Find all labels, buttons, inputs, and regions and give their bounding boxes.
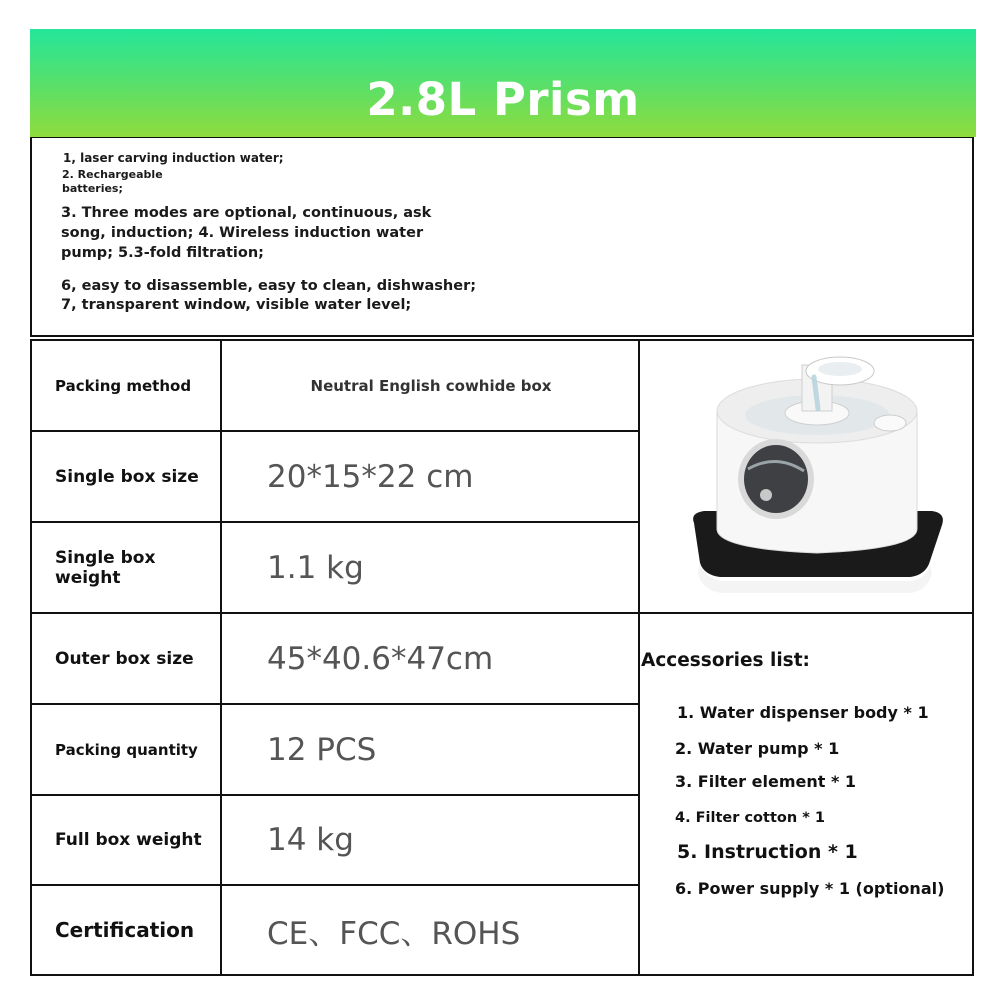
accessory-item: 5. Instruction * 1 — [677, 841, 858, 863]
table-border-right — [972, 339, 974, 976]
spec-value-certification: CE、FCC、ROHS — [267, 915, 521, 952]
product-title: 2.8L Prism — [366, 73, 640, 126]
pet-water-fountain-image — [642, 341, 972, 611]
feature-line-2: 2. Rechargeable batteries; — [62, 168, 163, 195]
accessories-title: Accessories list: — [641, 650, 810, 671]
feature-line-4: 6, easy to disassemble, easy to clean, dishwasher; — [61, 278, 477, 294]
accessory-item: 3. Filter element * 1 — [675, 772, 857, 791]
spec-label-single-box-size: Single box size — [55, 466, 199, 487]
feature-line-1: 1, laser carving induction water; — [63, 151, 284, 165]
title-banner — [30, 29, 976, 137]
spec-value-single-box-weight: 1.1 kg — [267, 549, 364, 586]
table-border-bottom — [30, 974, 974, 976]
pump-icon — [760, 489, 772, 501]
accessory-item: 1. Water dispenser body * 1 — [677, 703, 929, 722]
spec-label-packing-method: Packing method — [55, 376, 192, 395]
spout-water — [818, 362, 862, 376]
accessory-item: 2. Water pump * 1 — [675, 739, 840, 758]
spec-value-packing-method: Neutral English cowhide box — [310, 376, 552, 395]
spec-label-single-box-weight: Single box weight — [55, 547, 156, 588]
spec-label-packing-quantity: Packing quantity — [55, 740, 198, 759]
spec-label-certification: Certification — [55, 918, 195, 942]
accessory-item: 4. Filter cotton * 1 — [675, 810, 825, 826]
spec-value-full-box-weight: 14 kg — [267, 822, 354, 858]
spec-label-outer-box-size: Outer box size — [55, 648, 194, 669]
side-cup — [874, 415, 906, 431]
spec-value-packing-quantity: 12 PCS — [267, 731, 377, 768]
spec-label-full-box-weight: Full box weight — [55, 830, 202, 850]
transparent-window — [744, 445, 808, 513]
spec-value-outer-box-size: 45*40.6*47cm — [267, 640, 494, 677]
feature-line-3: 3. Three modes are optional, continuous, ask song, induction; 4. Wireless induction water pump; 5.3-fold filtration; — [61, 205, 432, 261]
feature-line-5: 7, transparent window, visible water level; — [61, 297, 412, 313]
spec-table — [30, 339, 974, 976]
features-box — [30, 137, 974, 337]
spec-value-single-box-size: 20*15*22 cm — [267, 458, 474, 495]
accessory-item: 6. Power supply * 1 (optional) — [675, 879, 945, 898]
